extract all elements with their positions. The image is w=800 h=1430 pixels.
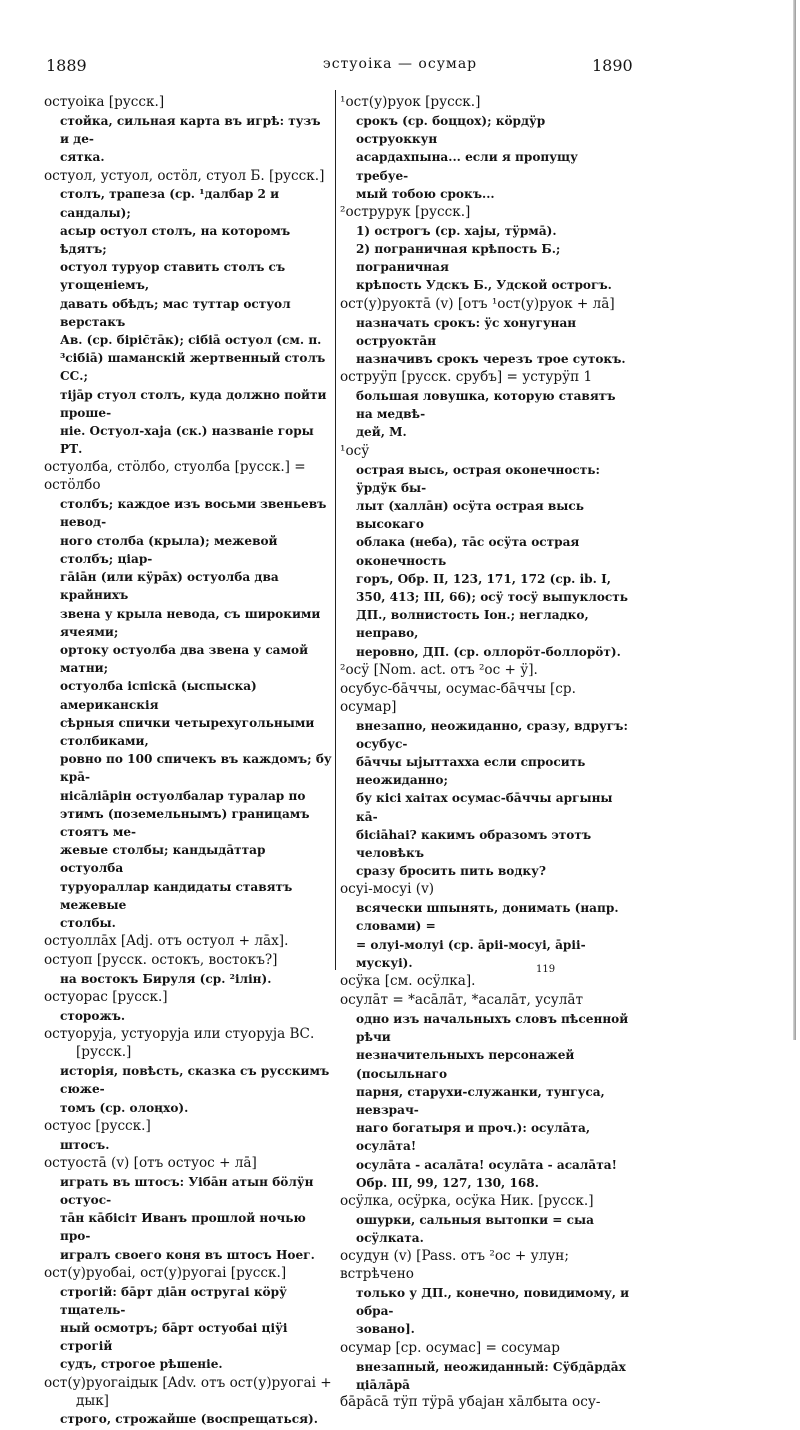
entry-text: внезапный, неожиданный: Сӱбдāрдāх ціāлāрā [356,1359,626,1392]
entry-headword: осудун (v) [Pass. отъ ²ос + улун; встрѣчено [340,1248,569,1283]
entry-headword: ²осӱ [Nom. act. отъ ²ос + ӱ]. [340,661,538,678]
entry-text: игралъ своего коня въ штосъ Ноег. [60,1247,315,1262]
entry-text: бāччы ыjыттахха если спросить неожиданно; [356,754,586,788]
entry-text: ДП., волнистость Іон.; негладко, неправо, [356,608,589,641]
entry-text: только у ДП., конечно, повидимому, и обра- [356,1286,630,1319]
entry-text: зовано]. [356,1322,415,1337]
dictionary-entry [340,443,630,661]
entry-text: сразу бросить пить водку? [356,864,546,879]
entry-text: ный осмотръ; бāрт остуобаі ціӱі строгій [60,1321,288,1354]
entry-text: парня, старухи-служанки, тунгуса, невзрач- [356,1084,605,1117]
entry-text: наго богатыря и проч.): осулāта, осулāта! [356,1121,591,1154]
page-number-right: 1890 [592,56,633,75]
entry-text: назначать срокъ: ӱс хонугунан оструоктāн [356,315,577,348]
entry-text: срокъ (ср. боццох); кӧрдӱр оструоккун [356,113,546,147]
dictionary-entry [340,94,630,203]
entry-text: Обр. III, 99, 127, 130, 168. [356,1175,539,1190]
entry-text: 350, 413; III, 66); осӱ тосӱ выпуклость [356,590,628,604]
entry-text: судъ, строгое рѣшеніе. [60,1357,223,1372]
entry-text: исторія, повѣсть, сказка съ русскимъ сюже- [60,1064,330,1097]
entry-text: лыт (халлāн) осӱта острая высь высокаго [356,498,584,532]
entry-text: = олуі-молуі (ср. āріі-мосуі, āріі-мускуі). [356,937,586,970]
entry-headword: остуоллāх [Adj. отъ остуол + лāх]. [44,933,289,950]
entry-headword: ост(у)руогаідык [Adv. отъ ост(у)руогаі + [44,1374,332,1391]
entry-headword: осумар [ср. осумас] = сосумар [340,1339,560,1356]
dictionary-entry [44,1155,332,1264]
entry-text: штосъ. [60,1137,110,1152]
entry-text: дей, М. [356,425,407,440]
entry-text: играть въ штосъ: Уібāн атын бӧлӱн остуос- [60,1174,314,1207]
entry-text-large: бāрāсā тӱп тӱрā убаjан хāлбыта осу- [340,1393,601,1410]
entry-headword: ¹осӱ [340,442,370,459]
entry-headword: осуі-мосуі (v) [340,881,435,898]
entry-text: этимъ (поземельнымъ) границамъ стоятъ ме- [60,806,310,839]
entry-text: столъ, трапеза (ср. ¹далбар 2 и сандалы); [60,187,280,220]
entry-headword-cont: [русск.] [76,1044,132,1061]
entry-text: всячески шпынять, донимать (напр. словами) = [356,901,619,934]
entry-headword: ¹ост(у)руок [русск.] [340,94,481,110]
entry-text: внезапно, неожиданно, сразу, вдругъ: осубус- [356,718,628,751]
entry-text: бу кісі хаітах осумас-бāччы аргыны кā- [356,791,613,824]
dictionary-entry [44,952,332,988]
entry-text: туруораллар кандидаты ставятъ межевые [60,879,293,912]
entry-headword: осӱлка, осӱрка, осӱка Ник. [русск.] [340,1192,594,1209]
entry-headword: остуостā (v) [отъ остуос + лā] [44,1154,257,1171]
entry-text: давать обѣдъ; мас туттар остуол верстакъ [60,296,291,329]
page-number-left: 1889 [46,56,87,75]
entry-text: мый тобою срокъ... [356,186,495,201]
entry-headword: осулāт = *асāлāт, *асалāт, усулāт [340,991,584,1008]
entry-text: Ав. (ср. біріс̄тāк); сібіā остуол (см. п. [60,333,322,348]
entry-text: неровно, ДП. (ср. оллорӧт-боллорӧт). [356,644,621,659]
left-column [44,94,332,1430]
entry-headword: остуолба, стӧлбо, стуолба [русск.] = остӧлбо [44,459,306,494]
entry-text: на востокъ Бируля (ср. ²ілін). [60,971,272,986]
dictionary-entry [44,459,332,932]
entry-text: осулāта - асалāта! осулāта - асалāта! [356,1157,617,1172]
entry-text: сторожъ. [60,1009,126,1024]
entry-text: остуол туруор ставить столъ съ угощеніемъ, [60,260,286,293]
entry-text: 2) пограничная крѣпость Б.; пограничная [356,242,561,275]
entry-text: одно изъ начальныхъ словъ пѣсенной рѣчи [356,1011,629,1045]
entry-headword: остуоіка [русск.] [44,94,165,110]
entry-headword: ост(у)руобаі, ост(у)руогаі [русск.] [44,1264,287,1281]
dictionary-entry [340,296,630,369]
entry-text: тіjāр стуол столъ, куда должно пойти проше- [60,387,327,420]
entry-text: горъ, Обр. II, 123, 171, 172 (ср. ib. I, [356,571,611,586]
entry-text: ошурки, сальныя вытопки = сыа осӱлката. [356,1212,594,1246]
page-edge-shadow [793,0,796,1040]
printer-signature: 119 [536,964,556,975]
dictionary-entry [44,94,332,167]
entry-text: сѣрныя спички четырехугольными столбиками, [60,715,315,748]
dictionary-entry [340,1340,630,1412]
entry-text: строго, строжайше (воспрещаться). [60,1412,318,1427]
entry-text: строгій: бāрт діāн остругаі кӧрӱ тщатель- [60,1284,287,1317]
entry-text: звена у крыла невода, съ широкими ячеями; [60,606,321,639]
entry-text: ніе. Остуол-хаjа (ск.) названіе горы РТ. [60,424,314,457]
entry-text: столбы. [60,915,116,930]
entry-text: острая высь, острая оконечность: ӱрдӱк бы- [356,462,600,495]
dictionary-entry [44,989,332,1025]
running-title: эстуоіка — осумар [322,56,478,72]
dictionary-entry [44,1375,332,1429]
dictionary-entry [340,881,630,972]
dictionary-entry [340,369,630,442]
entry-text: крѣпость Удскъ Б., Удской острогъ. [356,278,612,293]
entry-headword: оструӱп [русск. срубъ] = устурӱп 1 [340,369,593,386]
entry-text: остуолба іспіскā (ыспыска) американскія [60,679,257,712]
entry-text: ровно по 100 спичекъ въ каждомъ; бу крā- [60,752,332,785]
dictionary-entry [44,1118,332,1154]
entry-headword: ²острурук [русск.] [340,203,471,220]
entry-headword: остуос [русск.] [44,1117,151,1134]
entry-text: бісіāhаі? какимъ образомъ этотъ человѣкъ [356,827,592,860]
entry-text: столбъ; каждое изъ восьми звеньевъ невод- [60,497,327,530]
entry-text: ³сібіā) шаманскій жертвенный столъ СС.; [60,351,326,384]
dictionary-entry [340,662,630,680]
entry-headword: остуол, устуол, остӧл, стуол Б. [русск.] [44,167,325,184]
entry-text: тāн кāбісіт Иванъ прошлой ночью про- [60,1211,306,1244]
entry-text: сятка. [60,150,105,165]
dictionary-entry [340,1248,630,1338]
entry-text: томъ (ср. олоңхо). [60,1100,189,1115]
entry-text: незначительныхъ персонажей (посыльнаго [356,1048,575,1081]
entry-text: большая ловушка, которую ставятъ на медвѣ- [356,389,616,422]
dictionary-entry [340,681,630,881]
entry-text: ного столба (крыла); межевой столбъ; ціар- [60,533,278,566]
entry-headword-cont: дык] [76,1392,109,1409]
dictionary-entry [44,1265,332,1374]
entry-text: нісāліāрін остуолбалар туралар по [60,788,306,803]
entry-headword: осубус-бāччы, осумас-бāччы [ср. осумар] [340,680,576,715]
dictionary-entry [340,992,630,1192]
right-column [340,94,630,1413]
entry-text: назначивъ срокъ черезъ трое сутокъ. [356,351,626,366]
dictionary-entry [340,973,630,991]
entry-text: гāіāн (или кӱрāх) остуолба два крайнихъ [60,570,279,603]
dictionary-entry [340,1193,630,1247]
entry-headword: остуоп [русск. остокъ, востокъ?] [44,952,278,969]
entry-text: жевые столбы; кандыдāттар остуолба [60,843,266,876]
entry-text: асардахпына... если я пропущу требуе- [356,150,578,183]
entry-text: асыр остуол столъ, на которомъ ѣдятъ; [60,223,291,257]
entry-headword: остуоруjа, устуоруjа или стуоруjа ВС. [44,1026,315,1043]
entry-headword: ост(у)руоктā (v) [отъ ¹ост(у)руок + лā] [340,295,615,312]
entry-headword: остуорас [русск.] [44,989,168,1006]
entry-text: стойка, сильная карта въ игрѣ: тузъ и де- [60,113,321,147]
entry-text: 1) острогъ (ср. хаjы, тӱрмā). [356,223,557,238]
dictionary-entry [44,933,332,951]
column-divider [335,90,336,970]
entry-headword: осӱка [см. осӱлка]. [340,973,476,990]
dictionary-entry [44,168,332,459]
entry-text: ортоку остуолба два звена у самой матни; [60,642,309,676]
entry-text: облака (неба), тāс осӱта острая оконечность [356,535,580,568]
dictionary-entry [340,204,630,295]
